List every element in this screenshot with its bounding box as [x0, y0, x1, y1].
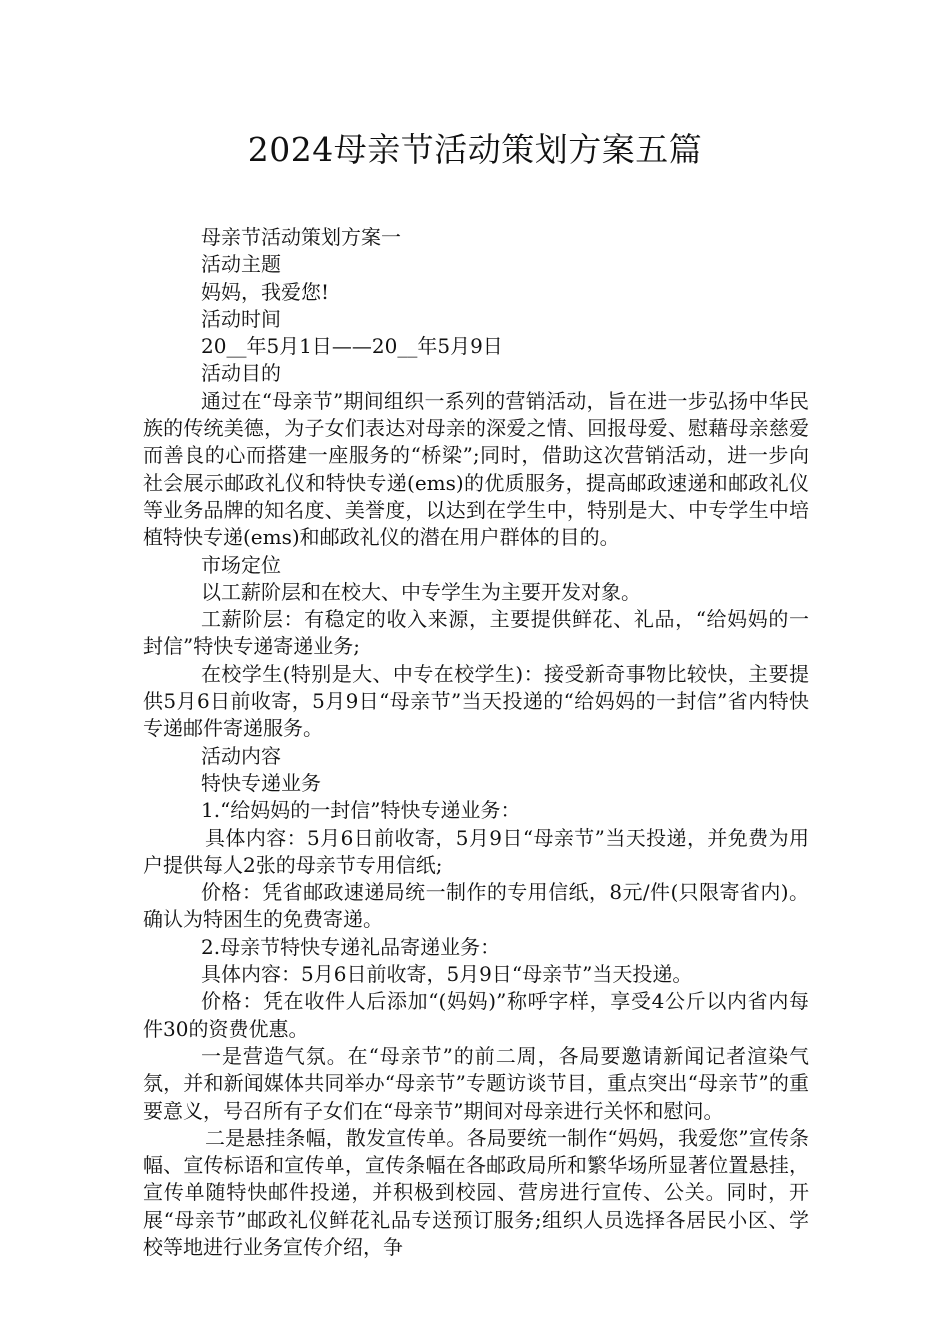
paragraph-create-atmosphere: 一是营造气氛。在“母亲节”的前二周，各局要邀请新闻记者渲染气氛，并和新闻媒体共同举办“母亲节”专题访谈节目，重点突出“母亲节”的重要意义，号召所有子女们在“母亲节”期间对母亲进行关怀和慰问。 — [143, 1043, 809, 1123]
paragraph-letter-details: 具体内容：5月6日前收寄，5月9日“母亲节”当天投递，并免费为用户提供每人2张的母亲节专用信纸; — [143, 825, 809, 877]
heading-market-positioning: 市场定位 — [201, 552, 281, 577]
section-heading-plan-one: 母亲节活动策划方案一 — [201, 225, 401, 249]
text-theme-slogan: 妈妈，我爱您! — [201, 279, 330, 304]
paragraph-banners-flyers: 二是悬挂条幅，散发宣传单。各局要统一制作“妈妈，我爱您”宣传条幅、宣传标语和宣传单，宣传条幅在各邮政局所和繁华场所显著位置悬挂，宣传单随特快邮件投递，并积极到校园、营房进行宣传、公关。同时，开展“母亲节”邮政礼仪鲜花礼品专送预订服务;组织人员选择各居民小区、学校等地进行业务宣传介绍，争 — [143, 1125, 809, 1259]
paragraph-purpose: 通过在“母亲节”期间组织一系列的营销活动，旨在进一步弘扬中华民族的传统美德，为子女们表达对母亲的深爱之情、回报母爱、慰藉母亲慈爱而善良的心而搭建一座服务的“桥梁”;同时，借助这次营销活动，进一步向社会展示邮政礼仪和特快专递(ems)的优质服务，提高邮政速递和邮政礼仪等业务品牌的知名度、美誉度，以达到在学生中，特别是大、中专学生中培植特快专递(ems)和邮政礼仪的潜在用户群体的目的。 — [143, 388, 809, 550]
item-gift-delivery: 2.母亲节特快专递礼品寄递业务： — [201, 934, 501, 959]
paragraph-target-groups: 以工薪阶层和在校大、中专学生为主要开发对象。 — [201, 579, 641, 604]
paragraph-gift-details: 具体内容：5月6日前收寄，5月9日“母亲节”当天投递。 — [201, 962, 693, 987]
heading-activity-theme: 活动主题 — [201, 252, 281, 277]
document-body — [143, 224, 809, 1261]
heading-express-business: 特快专递业务 — [201, 770, 321, 795]
document-title: 2024母亲节活动策划方案五篇 — [247, 130, 703, 169]
paragraph-gift-price: 价格：凭在收件人后添加“(妈妈)”称呼字样，享受4公斤以内省内每件30的资费优惠。 — [143, 989, 809, 1041]
paragraph-letter-price: 价格：凭省邮政速递局统一制作的专用信纸，8元/件(只限寄省内)。确认为特困生的免费寄递。 — [143, 880, 809, 932]
heading-activity-content: 活动内容 — [201, 743, 281, 768]
heading-activity-time: 活动时间 — [201, 306, 281, 331]
item-letter-to-mom: 1.“给妈妈的一封信”特快专递业务： — [201, 798, 521, 823]
paragraph-students: 在校学生(特别是大、中专在校学生)：接受新奇事物比较快，主要提供5月6日前收寄，5月9日“母亲节”当天投递的“给妈妈的一封信”省内特快专递邮件寄递服务。 — [143, 661, 809, 741]
text-activity-dates: 20__年5月1日——20__年5月9日 — [201, 334, 503, 359]
heading-activity-purpose: 活动目的 — [201, 361, 281, 386]
paragraph-salaried-class: 工薪阶层：有稳定的收入来源，主要提供鲜花、礼品，“给妈妈的一封信”特快专递寄递业务; — [143, 607, 809, 659]
